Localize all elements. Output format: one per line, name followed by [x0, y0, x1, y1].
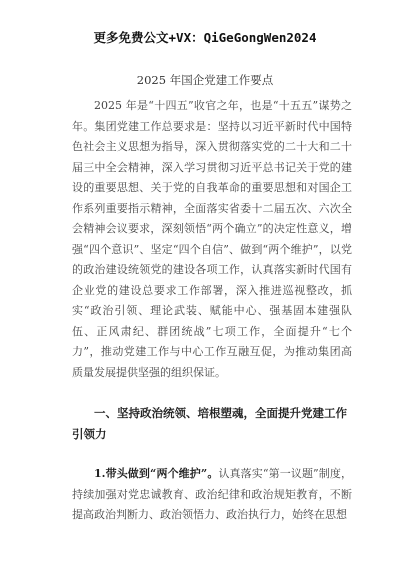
- item-text: 认真落实“第一议题”制度，持续加强对党忠诚教育、政治纪律和政治规矩教育，不断提高政治判断力、政治领悟力、政治执行力，始终在思想: [72, 467, 353, 521]
- page-title: 2025 年国企党建工作要点: [136, 73, 274, 87]
- intro-paragraph: 2025 年是“十四五”收官之年，也是“十五五”谋势之年。集团党建工作总要求是：坚持以习近平新时代中国特色社会主义思想为指导，深入贯彻落实党的二十大和二十届三中全会精神，深入学习贯彻习近平总书记关于党的建设的重要思想、关于党的自我革命的重要思想和对国企工作系列重要指示精神，全面落实省委十二届五次、六次全会精神会议要求，深刻领悟“两个确立”的决定性意义，增强“四个意识”、坚定“四个自信”、做到“两个维护”，以党的政治建设统领党的建设各项工作，认真落实新时代国有企业党的建设总要求工作部署，深入推进巡视整改，抓实“政治引领、理论武装、赋能中心、强基固本建强队伍、正风肃纪、群团统战”七项工作，全面提升“七个力”，推动党建工作与中心工作互融互促，为推动集团高质量发展提供坚强的组织保证。: [72, 99, 352, 379]
- item-lead: 1.带头做到“两个维护”。: [94, 467, 219, 480]
- watermark-header: 更多免费公文+VX：QiGeGongWen2024: [93, 30, 317, 45]
- item-paragraph-1: [72, 464, 352, 526]
- section-heading-1: 一、坚持政治统领、培根塑魂，全面提升党建工作引领力: [72, 406, 347, 441]
